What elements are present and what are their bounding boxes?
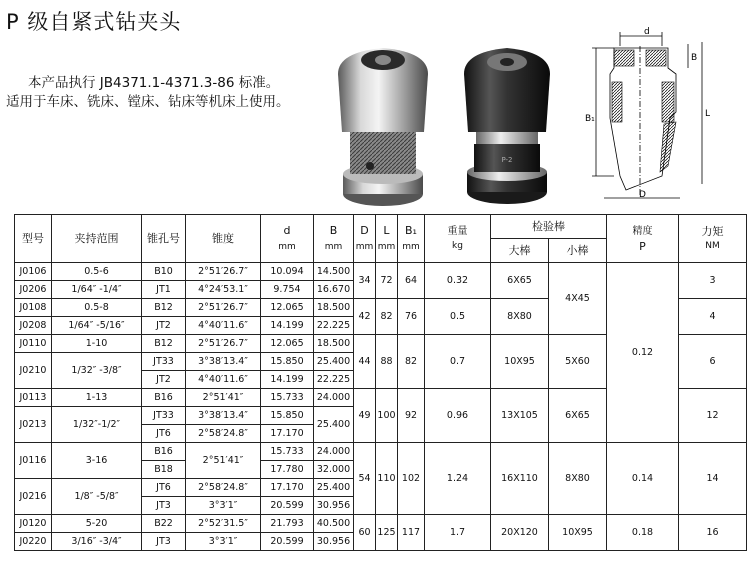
- cell-model: J0116: [15, 443, 52, 479]
- cell-model: J0210: [15, 353, 52, 389]
- header-model: 型号: [15, 215, 52, 263]
- cell-taper-hole: JT3: [142, 533, 186, 551]
- cell-d: 15.850: [261, 353, 314, 371]
- cell-taper-hole: JT2: [142, 371, 186, 389]
- cell-B: 25.400: [314, 407, 354, 443]
- cell-d: 14.199: [261, 317, 314, 335]
- cell-d: 12.065: [261, 299, 314, 317]
- cell-torque: 3: [679, 263, 747, 299]
- silver-chuck-photo: [328, 34, 438, 210]
- cell-model: J0120: [15, 515, 52, 533]
- cell-weight: 0.7: [425, 335, 491, 389]
- spec-table: [14, 214, 747, 551]
- cell-torque: 6: [679, 335, 747, 389]
- cell-D: 42: [354, 299, 376, 335]
- cell-B: 16.670: [314, 281, 354, 299]
- cell-gauge-large: 6X65: [491, 263, 549, 299]
- cell-taper-hole: B12: [142, 335, 186, 353]
- cell-D: 49: [354, 389, 376, 443]
- cell-range: 0.5-6: [52, 263, 142, 281]
- cell-taper: 4°24′53.1″: [186, 281, 261, 299]
- cell-torque: 14: [679, 443, 747, 515]
- cell-taper: 4°40′11.6″: [186, 317, 261, 335]
- cell-taper-hole: B18: [142, 461, 186, 479]
- cell-B: 25.400: [314, 479, 354, 497]
- cell-B1: 117: [398, 515, 425, 551]
- cell-model: J0213: [15, 407, 52, 443]
- cell-B1: 102: [398, 443, 425, 515]
- cell-range: 1/64″ -1/4″: [52, 281, 142, 299]
- header-L: L mm: [376, 215, 398, 263]
- header-taper: 锥度: [186, 215, 261, 263]
- cell-taper: 2°58′24.8″: [186, 479, 261, 497]
- header-D: D mm: [354, 215, 376, 263]
- cell-d: 10.094: [261, 263, 314, 281]
- cell-range: 1/64″ -5/16″: [52, 317, 142, 335]
- cell-taper: 2°58′24.8″: [186, 425, 261, 443]
- cell-D: 44: [354, 335, 376, 389]
- label-D: D: [639, 190, 646, 200]
- cell-taper: 2°51′41″: [186, 389, 261, 407]
- cell-taper-hole: B10: [142, 263, 186, 281]
- cell-d: 14.199: [261, 371, 314, 389]
- cell-B: 18.500: [314, 299, 354, 317]
- cell-B: 30.956: [314, 533, 354, 551]
- cell-taper: 2°52′31.5″: [186, 515, 261, 533]
- cell-precision: 0.18: [607, 515, 679, 551]
- cell-torque: 16: [679, 515, 747, 551]
- cell-torque: 4: [679, 299, 747, 335]
- cell-L: 110: [376, 443, 398, 515]
- cell-taper: 4°40′11.6″: [186, 371, 261, 389]
- cell-taper: 3°38′13.4″: [186, 407, 261, 425]
- cell-taper-hole: JT1: [142, 281, 186, 299]
- header-torque: 力矩 NM: [679, 215, 747, 263]
- cell-gauge-small: 4X45: [549, 263, 607, 335]
- cell-gauge-large: 13X105: [491, 389, 549, 443]
- cell-model: J0106: [15, 263, 52, 281]
- header-B1: B₁ mm: [398, 215, 425, 263]
- cell-taper-hole: JT6: [142, 479, 186, 497]
- cell-gauge-large: 8X80: [491, 299, 549, 335]
- cell-B: 25.400: [314, 353, 354, 371]
- cell-d: 15.850: [261, 407, 314, 425]
- header-gauge: 检验棒: [491, 215, 607, 239]
- cell-range: 1/8″ -5/8″: [52, 479, 142, 515]
- cell-taper-hole: B16: [142, 443, 186, 461]
- cell-range: 1/32″-1/2″: [52, 407, 142, 443]
- cell-taper-hole: JT6: [142, 425, 186, 443]
- cell-d: 17.170: [261, 425, 314, 443]
- cell-taper-hole: JT33: [142, 353, 186, 371]
- cell-d: 21.793: [261, 515, 314, 533]
- cell-taper-hole: JT3: [142, 497, 186, 515]
- cell-weight: 0.5: [425, 299, 491, 335]
- cell-range: 3/16″ -3/4″: [52, 533, 142, 551]
- cell-gauge-large: 10X95: [491, 335, 549, 389]
- cell-B1: 92: [398, 389, 425, 443]
- cell-torque: 12: [679, 389, 747, 443]
- cell-gauge-large: 16X110: [491, 443, 549, 515]
- cell-D: 60: [354, 515, 376, 551]
- cell-d: 20.599: [261, 497, 314, 515]
- cell-L: 100: [376, 389, 398, 443]
- cell-model: J0220: [15, 533, 52, 551]
- cell-taper: 2°51′26.7″: [186, 263, 261, 281]
- cell-L: 72: [376, 263, 398, 299]
- cell-precision: 0.14: [607, 443, 679, 515]
- description-line-2: 适用于车床、铣床、镗床、钻床等机床上使用。: [6, 94, 290, 110]
- cell-range: 1/32″ -3/8″: [52, 353, 142, 389]
- cell-B: 30.956: [314, 497, 354, 515]
- cell-B: 14.500: [314, 263, 354, 281]
- header-taper-hole: 锥孔号: [142, 215, 186, 263]
- cell-D: 34: [354, 263, 376, 299]
- cell-taper: 3°3′1″: [186, 497, 261, 515]
- cell-d: 15.733: [261, 443, 314, 461]
- header-precision: 精度 P: [607, 215, 679, 263]
- cell-model: J0113: [15, 389, 52, 407]
- black-chuck-photo: [460, 40, 554, 206]
- cell-gauge-large: 20X120: [491, 515, 549, 551]
- cell-weight: 0.32: [425, 263, 491, 299]
- cell-taper-hole: B12: [142, 299, 186, 317]
- technical-drawing: [584, 26, 740, 206]
- page-title: P 级自紧式钻夹头: [6, 10, 182, 34]
- description: [6, 74, 306, 112]
- cell-L: 125: [376, 515, 398, 551]
- cell-d: 12.065: [261, 335, 314, 353]
- cell-d: 15.733: [261, 389, 314, 407]
- header-gauge-large: 大棒: [491, 239, 549, 263]
- cell-taper-hole: JT2: [142, 317, 186, 335]
- cell-weight: 0.96: [425, 389, 491, 443]
- header-clamp-range: 夹持范围: [52, 215, 142, 263]
- cell-d: 17.170: [261, 479, 314, 497]
- cell-gauge-small: 5X60: [549, 335, 607, 389]
- cell-B: 24.000: [314, 443, 354, 461]
- cell-gauge-small: 8X80: [549, 443, 607, 515]
- cell-B1: 82: [398, 335, 425, 389]
- label-B1: B₁: [585, 114, 595, 124]
- cell-d: 17.780: [261, 461, 314, 479]
- cell-weight: 1.7: [425, 515, 491, 551]
- cell-range: 5-20: [52, 515, 142, 533]
- cell-weight: 1.24: [425, 443, 491, 515]
- cell-taper: 2°51′41″: [186, 443, 261, 479]
- cell-B: 24.000: [314, 389, 354, 407]
- cell-L: 82: [376, 299, 398, 335]
- cell-range: 1-10: [52, 335, 142, 353]
- header-gauge-small: 小棒: [549, 239, 607, 263]
- cell-B: 22.225: [314, 317, 354, 335]
- cell-range: 3-16: [52, 443, 142, 479]
- cell-model: J0206: [15, 281, 52, 299]
- cell-range: 1-13: [52, 389, 142, 407]
- cell-gauge-small: 10X95: [549, 515, 607, 551]
- cell-d: 9.754: [261, 281, 314, 299]
- cell-B: 22.225: [314, 371, 354, 389]
- header-d: d mm: [261, 215, 314, 263]
- cell-model: J0216: [15, 479, 52, 515]
- description-line-1: 本产品执行 JB4371.1-4371.3-86 标准。: [28, 75, 280, 91]
- cell-B1: 76: [398, 299, 425, 335]
- cell-taper: 3°38′13.4″: [186, 353, 261, 371]
- chuck-marking: P-2: [501, 156, 513, 164]
- label-L: L: [705, 109, 711, 119]
- cell-precision: 0.12: [607, 263, 679, 443]
- cell-range: 0.5-8: [52, 299, 142, 317]
- header-weight: 重量 kg: [425, 215, 491, 263]
- cell-d: 20.599: [261, 533, 314, 551]
- cell-taper-hole: JT33: [142, 407, 186, 425]
- cell-B1: 64: [398, 263, 425, 299]
- cell-taper: 2°51′26.7″: [186, 299, 261, 317]
- header-B: B mm: [314, 215, 354, 263]
- cell-gauge-small: 6X65: [549, 389, 607, 443]
- cell-model: J0110: [15, 335, 52, 353]
- cell-B: 32.000: [314, 461, 354, 479]
- cell-model: J0208: [15, 317, 52, 335]
- cell-taper-hole: B16: [142, 389, 186, 407]
- cell-taper: 2°51′26.7″: [186, 335, 261, 353]
- cell-L: 88: [376, 335, 398, 389]
- cell-model: J0108: [15, 299, 52, 317]
- cell-B: 18.500: [314, 335, 354, 353]
- cell-B: 40.500: [314, 515, 354, 533]
- cell-D: 54: [354, 443, 376, 515]
- cell-taper: 3°3′1″: [186, 533, 261, 551]
- cell-taper-hole: B22: [142, 515, 186, 533]
- label-d: d: [644, 27, 650, 37]
- label-B: B: [691, 53, 698, 63]
